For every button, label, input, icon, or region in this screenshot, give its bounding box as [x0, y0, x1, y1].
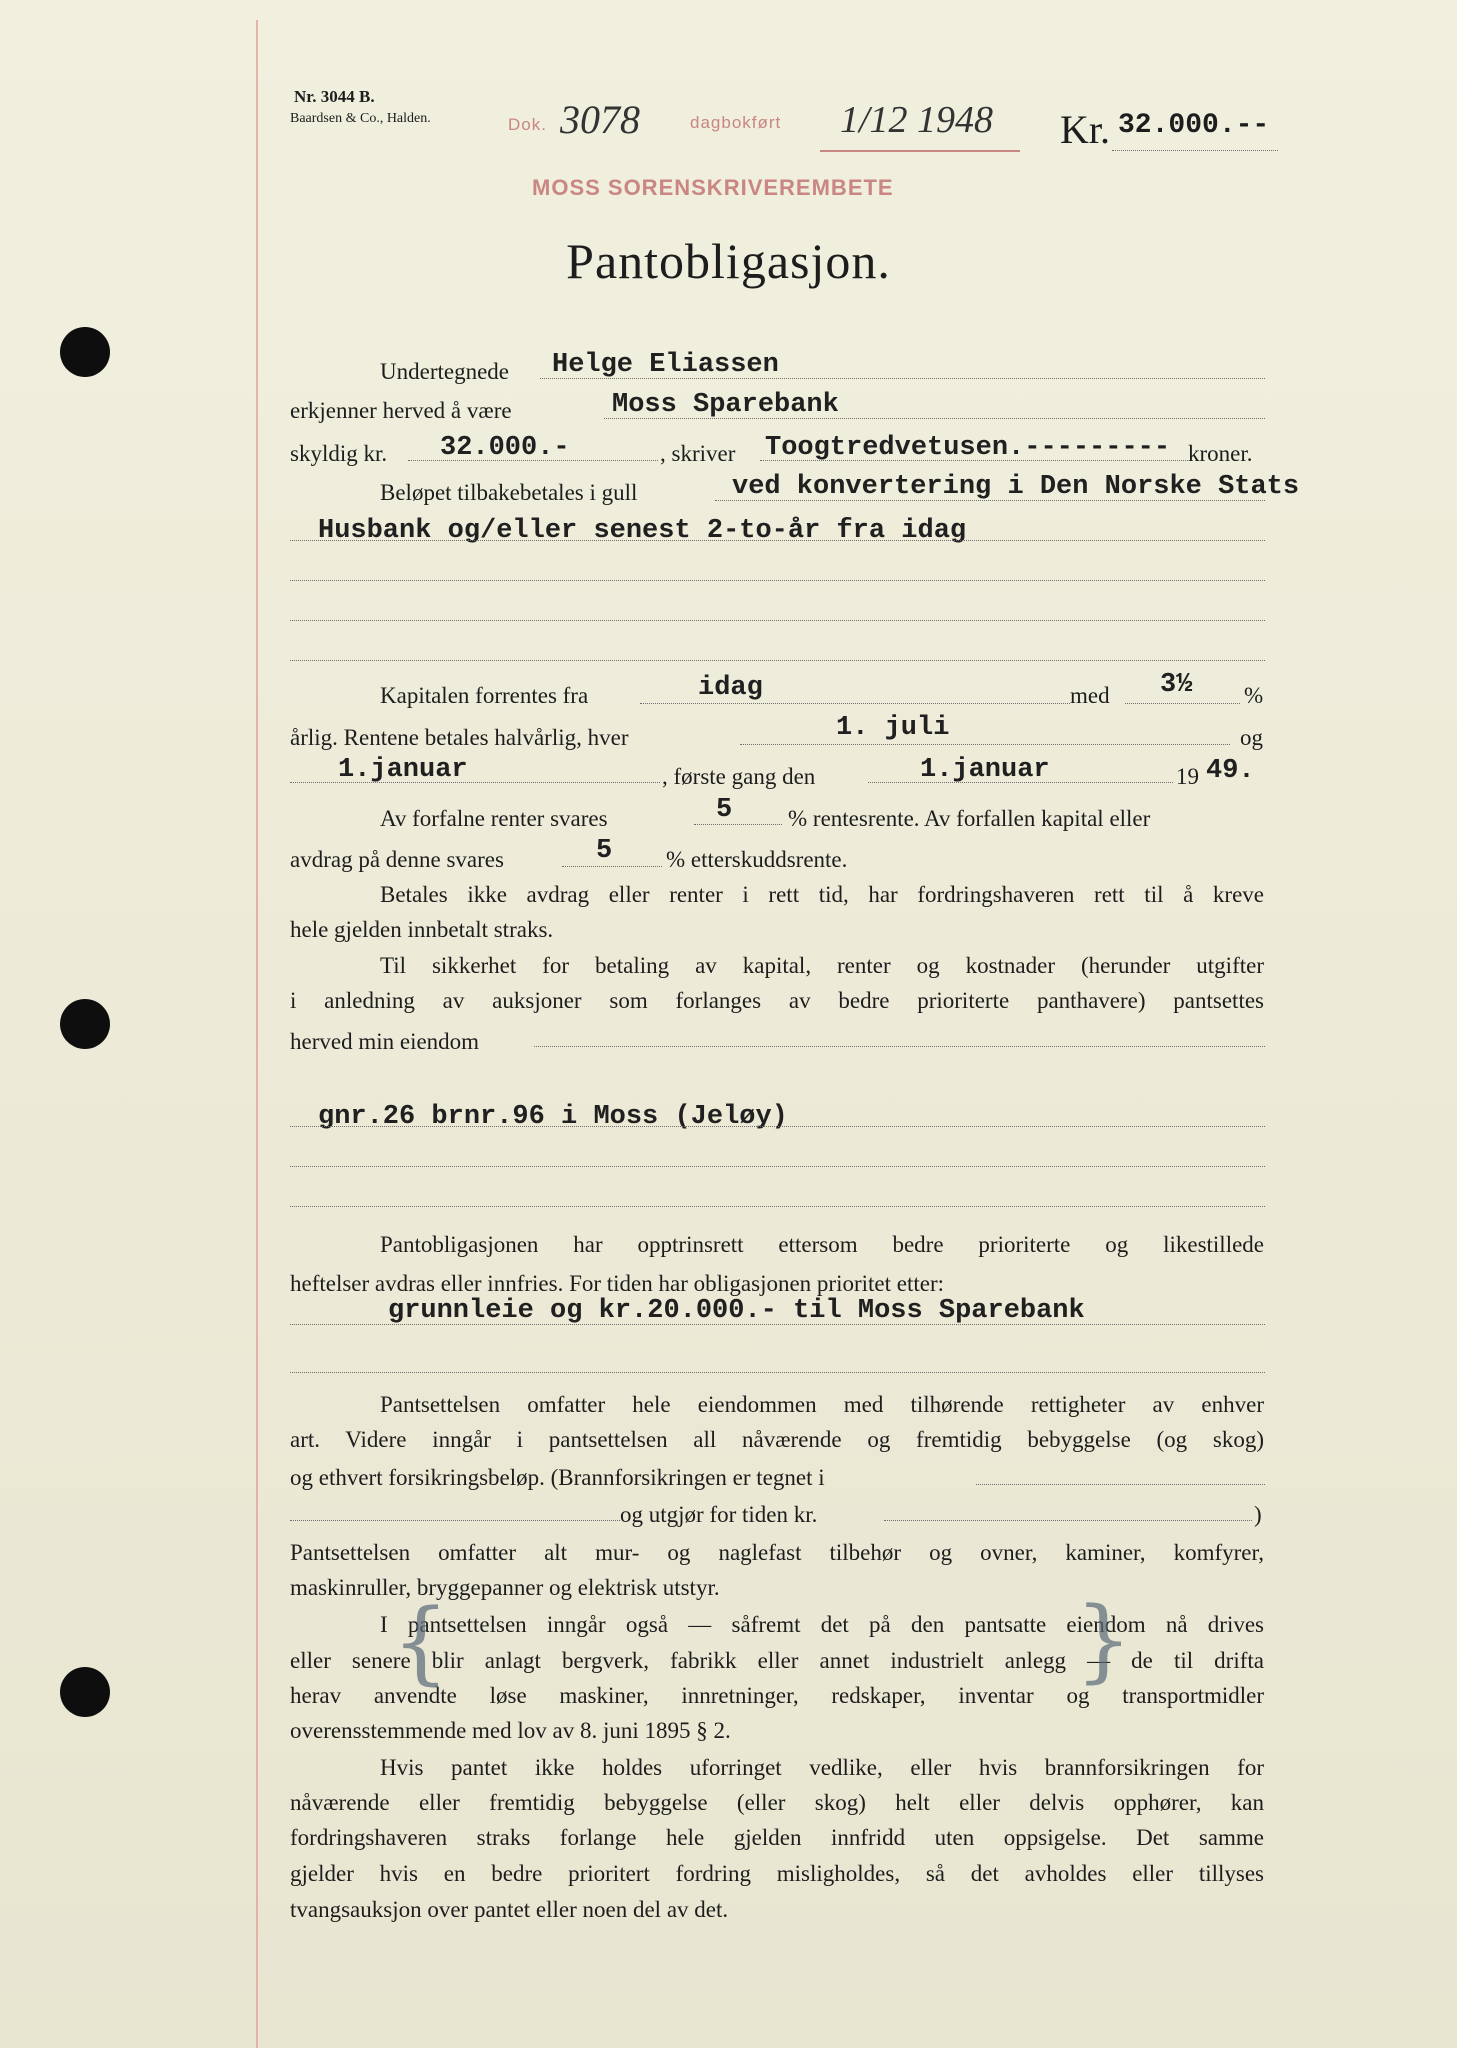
hver-value: 1. juli: [836, 713, 950, 743]
skyldig-rule: [408, 460, 658, 461]
avdrag-label: avdrag på denne svares: [290, 847, 504, 872]
sikkerhet-line-1: Til sikkerhet for betaling av kapital, renter og kostnader (herunder utgifter: [380, 953, 1264, 978]
skriver-label: , skriver: [660, 441, 736, 466]
document-title: Pantobligasjon.: [566, 233, 891, 289]
kr-amount: 32.000.--: [1118, 110, 1270, 141]
belopet-rule-2: [290, 540, 1265, 541]
kapitalen-rule: [640, 703, 1070, 704]
hver-rule: [740, 744, 1230, 745]
vedlike-line-4: gjelder hvis en bedre prioritert fordring misligholdes, så det avholdes eller tillyses: [290, 1861, 1264, 1886]
year-prefix: 19: [1176, 764, 1199, 789]
og-label: og: [1240, 725, 1263, 750]
punch-hole: [60, 1667, 110, 1717]
forsikring-rule-1: [290, 1520, 620, 1521]
erkjenner-value: Moss Sparebank: [612, 390, 839, 420]
forste-rule: [868, 782, 1173, 783]
undertegnede-rule: [540, 378, 1265, 379]
industri-line-2: eller senere blir anlagt bergverk, fabrikk eller annet industrielt anlegg — de til drifta: [290, 1648, 1264, 1673]
forste-label: , første gang den: [662, 764, 816, 789]
pencil-bracket-mark: }: [1075, 1588, 1133, 1693]
blank-rule-1: [290, 580, 1265, 581]
mur-line-1: Pantsettelsen omfatter alt mur- og naglefast tilbehør og ovner, kaminer, komfyrer,: [290, 1540, 1264, 1565]
arlig-label: årlig. Rentene betales halvårlig, hver: [290, 725, 629, 750]
printer-name: Baardsen & Co., Halden.: [290, 111, 431, 126]
avdrag-value: 5: [596, 836, 613, 866]
skriver-value: Toogtredvetusen.---------: [765, 433, 1171, 463]
vedlike-line-5: tvangsauksjon over pantet eller noen del av det.: [290, 1897, 729, 1922]
undertegnede-value: Helge Eliassen: [552, 350, 779, 380]
kroner-label: kroner.: [1188, 441, 1253, 466]
stamp-document-number: 3078: [560, 97, 640, 142]
omfatter-line-4: og utgjør for tiden kr.: [620, 1502, 818, 1527]
property-rule: [290, 1126, 1265, 1127]
forsikring-rule-2: [884, 1520, 1252, 1521]
stamp-dagbokfort: dagbokført: [690, 113, 782, 132]
rate-rule: [1125, 703, 1240, 704]
skyldig-value: 32.000.-: [440, 433, 570, 463]
industri-line-3: herav anvendte løse maskiner, innretninger, redskaper, inventar og transportmidler: [290, 1683, 1264, 1708]
stamp-rule: [820, 150, 1020, 152]
vedlike-line-2: nåværende eller fremtidig bebyggelse (eller skog) helt eller delvis opphører, kan: [290, 1790, 1264, 1815]
mur-line-2: maskinruller, bryggepanner og elektrisk utstyr.: [290, 1575, 720, 1600]
erkjenner-label: erkjenner herved å være: [290, 398, 512, 423]
omfatter-line-2: art. Videre inngår i pantsettelsen all nåværende og fremtidig bebyggelse (og skog): [290, 1427, 1264, 1452]
blank-rule-2: [290, 620, 1265, 621]
priority-value: grunnleie og kr.20.000.- til Moss Sparebank: [388, 1296, 1085, 1326]
blank-rule-6: [290, 1372, 1265, 1373]
kapitalen-label: Kapitalen forrentes fra: [380, 683, 589, 708]
erkjenner-rule: [604, 418, 1265, 419]
belopet-value-2: Husbank og/eller senest 2-to-år fra idag: [318, 516, 967, 546]
stamp-date: 1/12 1948: [840, 99, 994, 141]
brannforsikring-rule: [976, 1484, 1265, 1485]
rate-value: 3½: [1160, 670, 1193, 700]
forfalne-rule: [694, 824, 782, 825]
opptrinsrett-line-1: Pantobligasjonen har opptrinsrett ettersom bedre prioriterte og likestillede: [380, 1232, 1264, 1257]
avdrag-rule: [562, 866, 662, 867]
vedlike-line-3: fordringshaveren straks forlange hele gjelden innfridd uten oppsigelse. Det samme: [290, 1825, 1264, 1850]
sikkerhet-line-2: i anledning av auksjoner som forlanges av bedre prioriterte panthavere) pantsettes: [290, 988, 1264, 1013]
blank-rule-4: [290, 1166, 1265, 1167]
skyldig-label: skyldig kr.: [290, 441, 388, 466]
pencil-bracket-mark: {: [392, 1590, 450, 1695]
opptrinsrett-line-2: heftelser avdras eller innfries. For tiden har obligasjonen prioritet etter:: [290, 1271, 944, 1296]
blank-rule-3: [290, 660, 1265, 661]
stamp-prefix: Dok.: [508, 115, 547, 134]
margin-line: [256, 20, 258, 2048]
belopet-rule-1: [715, 500, 1265, 501]
punch-hole: [60, 327, 110, 377]
omfatter-line-1: Pantsettelsen omfatter hele eiendommen med tilhørende rettigheter av enhver: [380, 1392, 1264, 1417]
kr-rule: [1112, 150, 1278, 151]
industri-line-1: I pantsettelsen inngår også — såfremt det på den pantsatte eiendom nå drives: [380, 1612, 1264, 1637]
skriver-rule: [760, 460, 1188, 461]
forste-value: 1.januar: [920, 755, 1050, 785]
betales-line-1: Betales ikke avdrag eller renter i rett tid, har fordringshaveren rett til å kreve: [380, 882, 1264, 907]
omfatter-line-4-end: ): [1254, 1502, 1262, 1527]
year-value: 49.: [1206, 756, 1255, 786]
blank-rule-5: [290, 1206, 1265, 1207]
betales-line-2: hele gjelden innbetalt straks.: [290, 917, 554, 942]
form-number: Nr. 3044 B.: [294, 87, 375, 106]
property-value: gnr.26 brnr.96 i Moss (Jeløy): [318, 1102, 788, 1132]
kr-label: Kr.: [1060, 107, 1110, 152]
term2-rule: [290, 782, 660, 783]
eiendom-rule: [534, 1046, 1265, 1047]
forfalne-label: Av forfalne renter svares: [380, 806, 608, 831]
omfatter-line-3: og ethvert forsikringsbeløp. (Brannforsikringen er tegnet i: [290, 1465, 825, 1490]
undertegnede-label: Undertegnede: [380, 359, 509, 384]
etterskudd-label: % etterskuddsrente.: [666, 847, 848, 872]
belopet-label: Beløpet tilbakebetales i gull: [380, 480, 638, 505]
industri-line-4: overensstemmende med lov av 8. juni 1895 § 2.: [290, 1718, 731, 1743]
priority-rule: [290, 1324, 1265, 1325]
med-label: med: [1070, 683, 1110, 708]
vedlike-line-1: Hvis pantet ikke holdes uforringet vedlike, eller hvis brannforsikringen for: [380, 1755, 1264, 1780]
sikkerhet-line-3: herved min eiendom: [290, 1029, 480, 1054]
rentesrente-label: % rentesrente. Av forfallen kapital eller: [788, 806, 1151, 831]
term2-value: 1.januar: [338, 755, 468, 785]
punch-hole: [60, 999, 110, 1049]
forfalne-value: 5: [716, 795, 733, 825]
stamp-office: MOSS SORENSKRIVEREMBETE: [532, 175, 894, 200]
belopet-value-1: ved konvertering i Den Norske Stats: [732, 472, 1300, 502]
percent-sign: %: [1244, 683, 1264, 708]
kapitalen-value: idag: [698, 673, 763, 703]
